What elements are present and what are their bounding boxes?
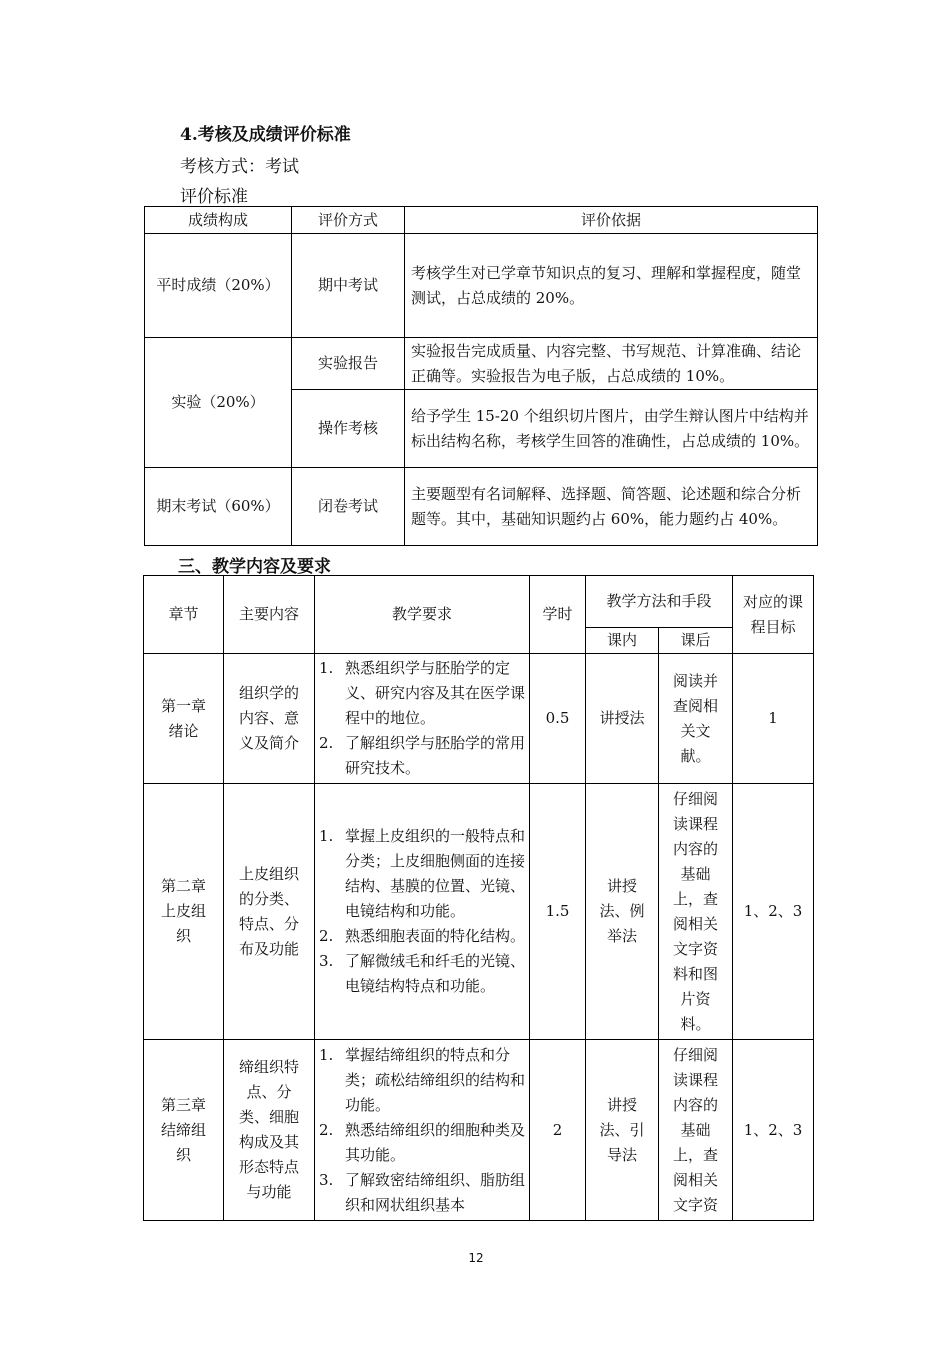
list-item: 2. 了解组织学与胚胎学的常用研究技术。 <box>319 734 526 777</box>
requirements-cell <box>315 654 530 784</box>
list-item: 3. 了解微绒毛和纤毛的光镜、电镜结构特点和功能。 <box>319 952 526 995</box>
in-class-cell: 讲授法、引导法 <box>586 1040 659 1221</box>
header-requirements: 教学要求 <box>315 576 530 654</box>
criteria-label: 评价标准 <box>180 187 248 207</box>
list-item: 2. 熟悉细胞表面的特化结构。 <box>319 927 526 945</box>
chapter-cell: 第二章上皮组织 <box>144 784 224 1040</box>
hours-cell: 2 <box>530 1040 586 1221</box>
header-hours: 学时 <box>530 576 586 654</box>
list-item: 1. 熟悉组织学与胚胎学的定义、研究内容及其在医学课程中的地位。 <box>319 659 526 727</box>
table-row <box>144 784 814 1040</box>
list-item: 2. 熟悉结缔组织的细胞种类及其功能。 <box>319 1120 526 1164</box>
main-content-cell: 上皮组织的分类、特点、分布及功能 <box>224 784 315 1040</box>
header-chapter: 章节 <box>144 576 224 654</box>
grade-basis: 实验报告完成质量、内容完整、书写规范、计算准确、结论正确等。实验报告为电子版，占总成绩的 10%。 <box>405 338 818 390</box>
chapter-cell: 第一章绪论 <box>144 654 224 784</box>
after-class-cell: 仔细阅读课程内容的基础上，查阅相关文字资料和图片资料。 <box>659 784 733 1040</box>
after-class-cell: 仔细阅读课程内容的基础上，查阅相关文字资 <box>659 1040 733 1221</box>
header-component: 成绩构成 <box>145 207 292 234</box>
requirements-cell <box>315 1040 530 1221</box>
content-table <box>143 575 814 1221</box>
main-content-cell: 组织学的内容、意义及简介 <box>224 654 315 784</box>
header-main-content: 主要内容 <box>224 576 315 654</box>
after-class-cell: 阅读并查阅相关文献。 <box>659 654 733 784</box>
section-4-title: 4.考核及成绩评价标准 <box>180 125 351 145</box>
grading-table <box>144 206 818 546</box>
page-number: 12 <box>468 1251 484 1265</box>
table-row <box>144 654 814 784</box>
requirements-cell <box>315 784 530 1040</box>
list-item: 1. 掌握结缔组织的特点和分类；疏松结缔组织的结构和功能。 <box>319 1045 526 1114</box>
header-basis: 评价依据 <box>405 207 818 234</box>
grade-basis: 给予学生 15-20 个组织切片图片，由学生辩认图片中结构并标出结构名称，考核学生回答的准确性，占总成绩的 10%。 <box>405 390 818 468</box>
objectives-cell: 1 <box>733 654 814 784</box>
header-method: 评价方式 <box>292 207 405 234</box>
objectives-cell: 1、2、3 <box>733 1040 814 1221</box>
header-objectives: 对应的课程目标 <box>733 576 814 654</box>
chapter-cell: 第三章结缔组织 <box>144 1040 224 1221</box>
grade-basis: 考核学生对已学章节知识点的复习、理解和掌握程度，随堂测试，占总成绩的 20%。 <box>405 234 818 338</box>
header-methods: 教学方法和手段 <box>586 576 733 628</box>
header-after-class: 课后 <box>659 628 733 654</box>
grade-method: 操作考核 <box>292 390 405 468</box>
in-class-cell: 讲授法、例举法 <box>586 784 659 1040</box>
hours-cell: 0.5 <box>530 654 586 784</box>
section-3-title: 三、教学内容及要求 <box>178 557 331 577</box>
main-content-cell: 缔组织特点、分类、细胞构成及其形态特点与功能 <box>224 1040 315 1221</box>
grade-method: 闭卷考试 <box>292 468 405 546</box>
grade-component: 实验（20%） <box>145 338 292 468</box>
list-item: 1. 掌握上皮组织的一般特点和分类；上皮细胞侧面的连接结构、基膜的位置、光镜、电镜结构和功能。 <box>319 827 526 920</box>
list-item: 3. 了解致密结缔组织、脂肪组织和网状组织基本 <box>319 1170 526 1214</box>
grade-component: 期末考试（60%） <box>145 468 292 546</box>
objectives-cell: 1、2、3 <box>733 784 814 1040</box>
hours-cell: 1.5 <box>530 784 586 1040</box>
grade-basis: 主要题型有名词解释、选择题、简答题、论述题和综合分析题等。其中，基础知识题约占 60%，能力题约占 40%。 <box>405 468 818 546</box>
table-row <box>144 1040 814 1221</box>
grade-component: 平时成绩（20%） <box>145 234 292 338</box>
assessment-method: 考核方式：考试 <box>180 157 299 177</box>
grade-method: 实验报告 <box>292 338 405 390</box>
header-in-class: 课内 <box>586 628 659 654</box>
in-class-cell: 讲授法 <box>586 654 659 784</box>
grade-method: 期中考试 <box>292 234 405 338</box>
